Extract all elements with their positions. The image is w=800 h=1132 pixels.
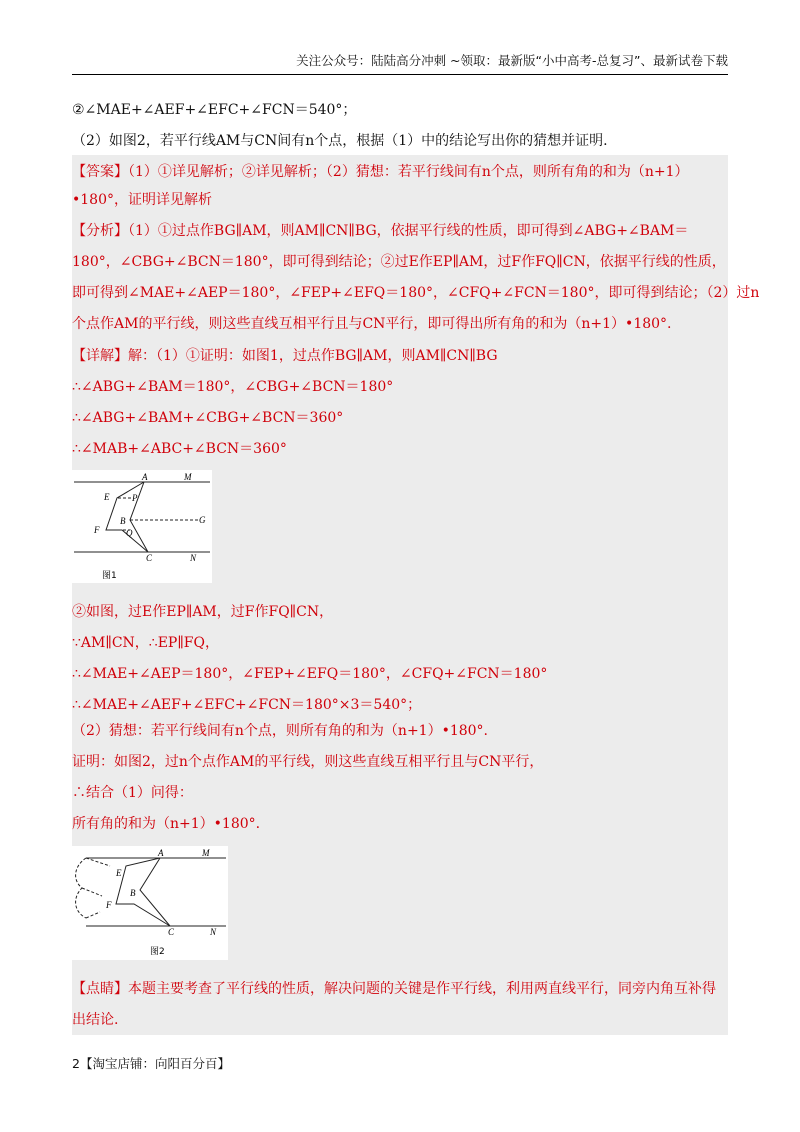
- detail2-line-5: （2）猜想：若平行线间有n个点，则所有角的和为（n+1）•180°.: [72, 723, 489, 739]
- fig2-label-C: C: [168, 927, 175, 937]
- analysis-line-3: 即可得到∠MAE+∠AEP＝180°，∠FEP+∠EFQ＝180°，∠CFQ+∠FCN＝180°，即可得到结论；（2）过n: [72, 285, 760, 301]
- header-text: 关注公众号：陆陆高分冲刺 ~领取：最新版“小中高考-总复习”、最新试卷下载: [296, 53, 728, 68]
- detail-line-2: ∴∠ABG+∠BAM＝180°，∠CBG+∠BCN＝180°: [72, 379, 394, 395]
- fig2-label-F: F: [106, 900, 112, 910]
- analysis-line-4: 个点作AM的平行线，则这些直线互相平行且与CN平行，即可得出所有角的和为（n+1）•180°.: [72, 316, 672, 332]
- fig1-label-F: F: [94, 525, 100, 535]
- detail2-line-2: ∵AM∥CN，∴EP∥FQ，: [72, 635, 219, 651]
- fig2-label-A: A: [158, 848, 164, 858]
- fig1-label-Q: Q: [126, 528, 133, 538]
- fig1-label-N: N: [190, 553, 197, 563]
- page-header: [72, 52, 728, 75]
- dianjing-line-1: 【点睛】本题主要考查了平行线的性质，解决问题的关键是作平行线，利用两直线平行，同旁内角互补得: [72, 981, 716, 997]
- fig2-label-M: M: [202, 848, 210, 858]
- footer-text: 2【淘宝店铺：向阳百分百】: [72, 1056, 230, 1071]
- dianjing-line-2: 出结论.: [72, 1012, 119, 1028]
- fig1-label-E: E: [104, 492, 110, 502]
- question-line-1: ②∠MAE+∠AEF+∠EFC+∠FCN＝540°；: [72, 102, 357, 118]
- detail-line-3: ∴∠ABG+∠BAM+∠CBG+∠BCN＝360°: [72, 410, 344, 426]
- analysis-line-2: 180°，∠CBG+∠BCN＝180°，即可得到结论；②过E作EP∥AM，过F作FQ∥CN，依据平行线的性质，: [72, 254, 726, 270]
- fig1-label-B: B: [120, 516, 126, 526]
- figure-1: [72, 470, 212, 583]
- detail2-line-8: 所有角的和为（n+1）•180°.: [72, 816, 261, 832]
- fig1-label-C: C: [146, 553, 153, 563]
- figure-2: [72, 846, 228, 960]
- fig2-caption: 图2: [150, 947, 165, 957]
- detail2-line-1: ②如图，过E作EP∥AM，过F作FQ∥CN，: [72, 604, 334, 620]
- detail-line-4: ∴∠MAB+∠ABC+∠BCN＝360°: [72, 441, 287, 457]
- fig2-label-E: E: [116, 868, 122, 878]
- fig2-label-B: B: [130, 888, 136, 898]
- detail-line-1: 【详解】解：（1）①证明：如图1，过点作BG∥AM，则AM∥CN∥BG: [72, 348, 498, 364]
- detail2-line-6: 证明：如图2，过n个点作AM的平行线，则这些直线互相平行且与CN平行，: [72, 754, 544, 770]
- detail2-line-4: ∴∠MAE+∠AEF+∠EFC+∠FCN＝180°×3＝540°；: [72, 697, 422, 713]
- answer-line-1: 【答案】（1）①详见解析；②详见解析；（2）猜想：若平行线间有n个点，则所有角的和为（n+1）: [72, 164, 689, 180]
- detail2-line-7: ∴结合（1）问得：: [72, 785, 193, 801]
- fig2-label-N: N: [210, 927, 217, 937]
- detail2-line-3: ∴∠MAE+∠AEP＝180°，∠FEP+∠EFQ＝180°，∠CFQ+∠FCN＝180°: [72, 666, 548, 682]
- page-footer: [72, 1054, 230, 1072]
- question-line-2: （2）如图2，若平行线AM与CN间有n个点，根据（1）中的结论写出你的猜想并证明.: [72, 133, 608, 149]
- answer-line-2: •180°，证明详见解析: [72, 192, 212, 208]
- fig1-label-G: G: [199, 515, 206, 525]
- fig1-caption: 图1: [102, 571, 117, 581]
- fig1-label-M: M: [184, 472, 192, 482]
- fig1-label-P: P: [132, 493, 138, 503]
- fig1-label-A: A: [142, 472, 148, 482]
- analysis-line-1: 【分析】（1）①过点作BG∥AM，则AM∥CN∥BG，依据平行线的性质，即可得到∠ABG+∠BAM＝: [72, 223, 689, 239]
